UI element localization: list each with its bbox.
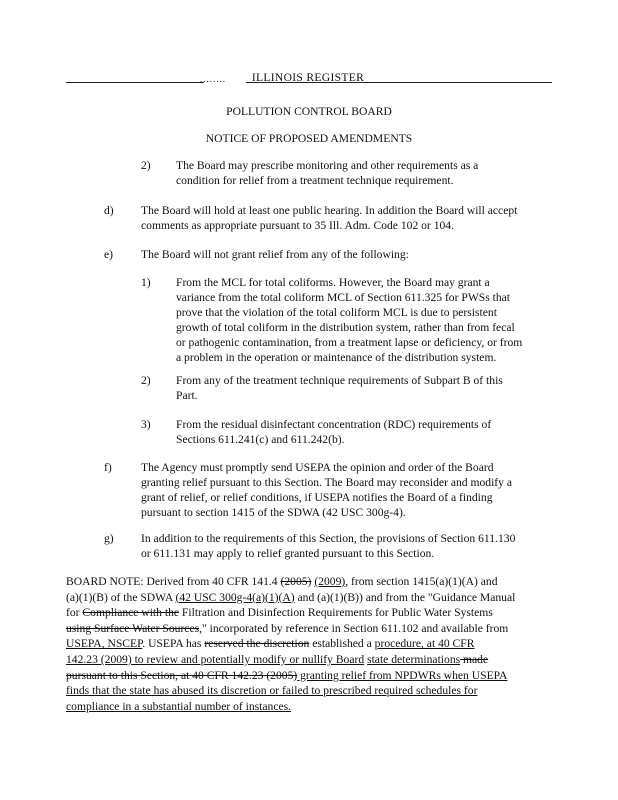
inserted-text: (2009)	[314, 575, 346, 588]
note-line: USEPA, NSCEP. USEPA has reserved the discretion established a procedure, at 40 CFR	[66, 637, 475, 651]
item-e3-text	[176, 417, 491, 447]
deleted-text: reserved the discretion	[204, 637, 310, 651]
note-line: using Surface Water Sources," incorporated by reference in Section 611.102 and available from	[66, 621, 509, 635]
inserted-text: 142.23 (2009) to review and potentially modify or nullify Board	[66, 652, 365, 666]
inserted-text: USEPA, NSCEP	[66, 637, 143, 651]
inserted-text: compliance in a substantial number of instances.	[66, 699, 292, 713]
text-line: or pathogenic contamination, from a treatment lapse or deficiency, or from	[176, 336, 523, 349]
text-line: The Board may prescribe monitoring and other requirements as a	[176, 159, 479, 172]
header-rule-left	[66, 82, 204, 83]
item-number: 1)	[141, 276, 151, 289]
register-title: ILLINOIS REGISTER	[251, 71, 365, 84]
text-line: In addition to the requirements of this Section, the provisions of Section 611.130	[141, 532, 516, 545]
text-line: variance from the total coliform MCL of Section 611.325 for PWSs that	[176, 291, 510, 304]
text-line: or 611.131 may apply to relief granted pursuant to this Section.	[141, 547, 435, 560]
deleted-text: pursuant to this Section, at 40 CFR 142.23 (2005)	[66, 668, 298, 682]
item-number: 2)	[141, 374, 151, 387]
text-line: Sections 611.241(c) and 611.242(b).	[176, 433, 345, 446]
inserted-text: (42 USC 300g-4(a)(1)(A)	[175, 590, 295, 604]
text-line: The Agency must promptly send USEPA the opinion and order of the Board	[141, 461, 494, 474]
text-line: comments as appropriate pursuant to 35 Ill. Adm. Code 102 or 104.	[141, 219, 454, 232]
text-line: From the MCL for total coliforms. However, the Board may grant a	[176, 276, 490, 289]
item-e2-text	[176, 373, 503, 403]
item-e-text	[141, 247, 409, 262]
text-line: pursuant to section 1415 of the SDWA (42 USC 300g-4).	[141, 506, 406, 519]
text-line: The Board will not grant relief from any of the following:	[141, 248, 409, 261]
inserted-text: finds that the state has abused its discretion or failed to prescribed required schedules for	[66, 684, 478, 698]
item-number: f)	[104, 461, 112, 474]
inserted-text: state determinations	[367, 652, 461, 666]
text-line: Part.	[176, 389, 198, 402]
text-line: The Board will hold at least one public hearing. In addition the Board will accept	[141, 204, 518, 217]
text-line: condition for relief from a treatment technique requirement.	[176, 174, 454, 187]
note-line	[66, 683, 515, 699]
item-number: e)	[104, 248, 114, 261]
text-line: granting relief pursuant to this Section. The Board may reconsider and modify a	[141, 476, 513, 489]
item-number: 2)	[141, 159, 151, 172]
text-line: prove that the violation of the total coliform MCL is due to persistent	[176, 306, 497, 319]
item-f-text	[141, 460, 512, 520]
item-e1-text	[176, 275, 522, 365]
text-line: grant of relief, or relief conditions, if USEPA notifies the Board of a finding	[141, 491, 493, 504]
note-line	[66, 699, 515, 715]
deleted-text: (2005)	[280, 575, 312, 588]
inserted-text: granting relief from NPDWRs when USEPA	[297, 668, 508, 682]
inserted-text: procedure, at 40 CFR	[374, 637, 475, 651]
item-g-text	[141, 531, 515, 561]
item-c2-text	[176, 158, 478, 188]
deleted-text: made	[460, 652, 489, 666]
note-line: for Compliance with the Filtration and Disinfection Requirements for Public Water Systems	[66, 606, 493, 620]
text-line: From any of the treatment technique requirements of Subpart B of this	[176, 374, 503, 387]
item-number: 3)	[141, 418, 151, 431]
note-line	[66, 652, 515, 668]
notice-title: NOTICE OF PROPOSED AMENDMENTS	[205, 132, 413, 145]
deleted-text: Compliance with the	[82, 606, 180, 620]
note-line	[66, 668, 515, 684]
board-title: POLLUTION CONTROL BOARD	[226, 105, 392, 118]
item-number: d)	[104, 204, 114, 217]
note-line: BOARD NOTE: Derived from 40 CFR 141.4 (2005) (2009), from section 1415(a)(1)(A) and	[66, 575, 498, 588]
text-line: growth of total coliform in the distribution system, rather than from fecal	[176, 321, 515, 334]
text-line: a problem in the operation or maintenance of the distribution system.	[176, 351, 497, 364]
note-line: (a)(1)(B) of the SDWA (42 USC 300g-4(a)(1)(A) and (a)(1)(B)) and from the "Guidance Manual	[66, 590, 516, 604]
header-dots: ........	[200, 74, 226, 84]
item-d-text	[141, 203, 517, 233]
text-line: From the residual disinfectant concentration (RDC) requirements of	[176, 418, 492, 431]
board-note	[66, 574, 515, 714]
item-number: g)	[104, 532, 114, 545]
deleted-text: using Surface Water Sources	[66, 621, 200, 635]
